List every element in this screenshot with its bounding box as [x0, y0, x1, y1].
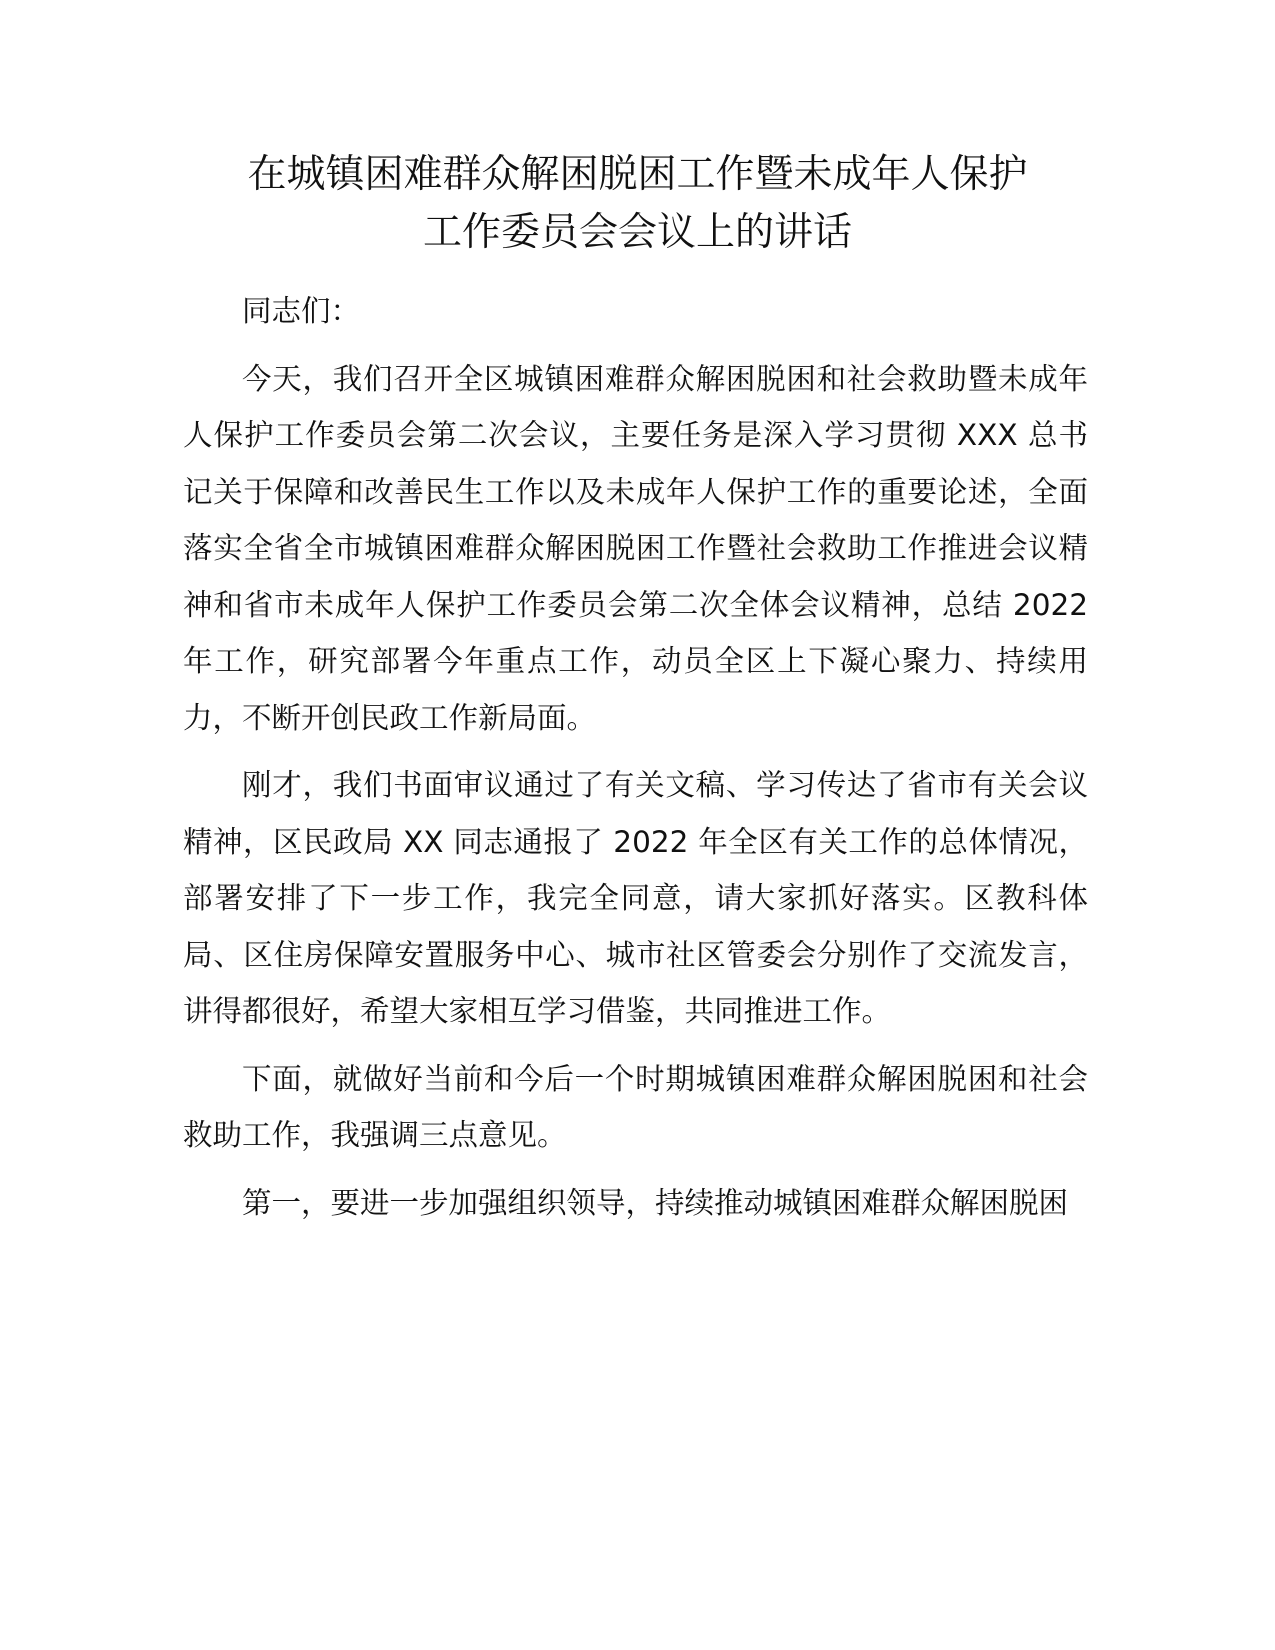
paragraph-review: 刚才，我们书面审议通过了有关文稿、学习传达了省市有关会议精神，区民政局 XX 同志通报了 2022 年全区有关工作的总体情况，部署安排了下一步工作，我完全同意，请大家抓好落实。区教科体局、区住房保障安置服务中心、城市社区管委会分别作了交流发言，讲得都很好，希望大家相互学习借鉴，共同推进工作。 [183, 768, 1088, 1028]
title-line-1: 在城镇困难群众解困脱困工作暨未成年人保护 [247, 152, 1028, 197]
document-body [183, 283, 1088, 1242]
title-line-2: 工作委员会会议上的讲话 [422, 210, 852, 255]
paragraph-intro-points: 下面，就做好当前和今后一个时期城镇困难群众解困脱困和社会救助工作，我强调三点意见。 [183, 1061, 1088, 1152]
document-title [180, 146, 1095, 262]
greeting: 同志们： [242, 294, 361, 328]
paragraph-opening: 今天，我们召开全区城镇困难群众解困脱困和社会救助暨未成年人保护工作委员会第二次会议，主要任务是深入学习贯彻 XXX 总书记关于保障和改善民生工作以及未成年人保护工作的重要论述，全面落实全省全市城镇困难群众解困脱困工作暨社会救助工作推进会议精神和省市未成年人保护工作委员会第二次全体会议精神，总结 2022 年工作，研究部署今年重点工作，动员全区上下凝心聚力、持续用力，不断开创民政工作新局面。 [183, 361, 1088, 735]
paragraph-point-one: 第一，要进一步加强组织领导，持续推动城镇困难群众解困脱困 [242, 1185, 1069, 1220]
